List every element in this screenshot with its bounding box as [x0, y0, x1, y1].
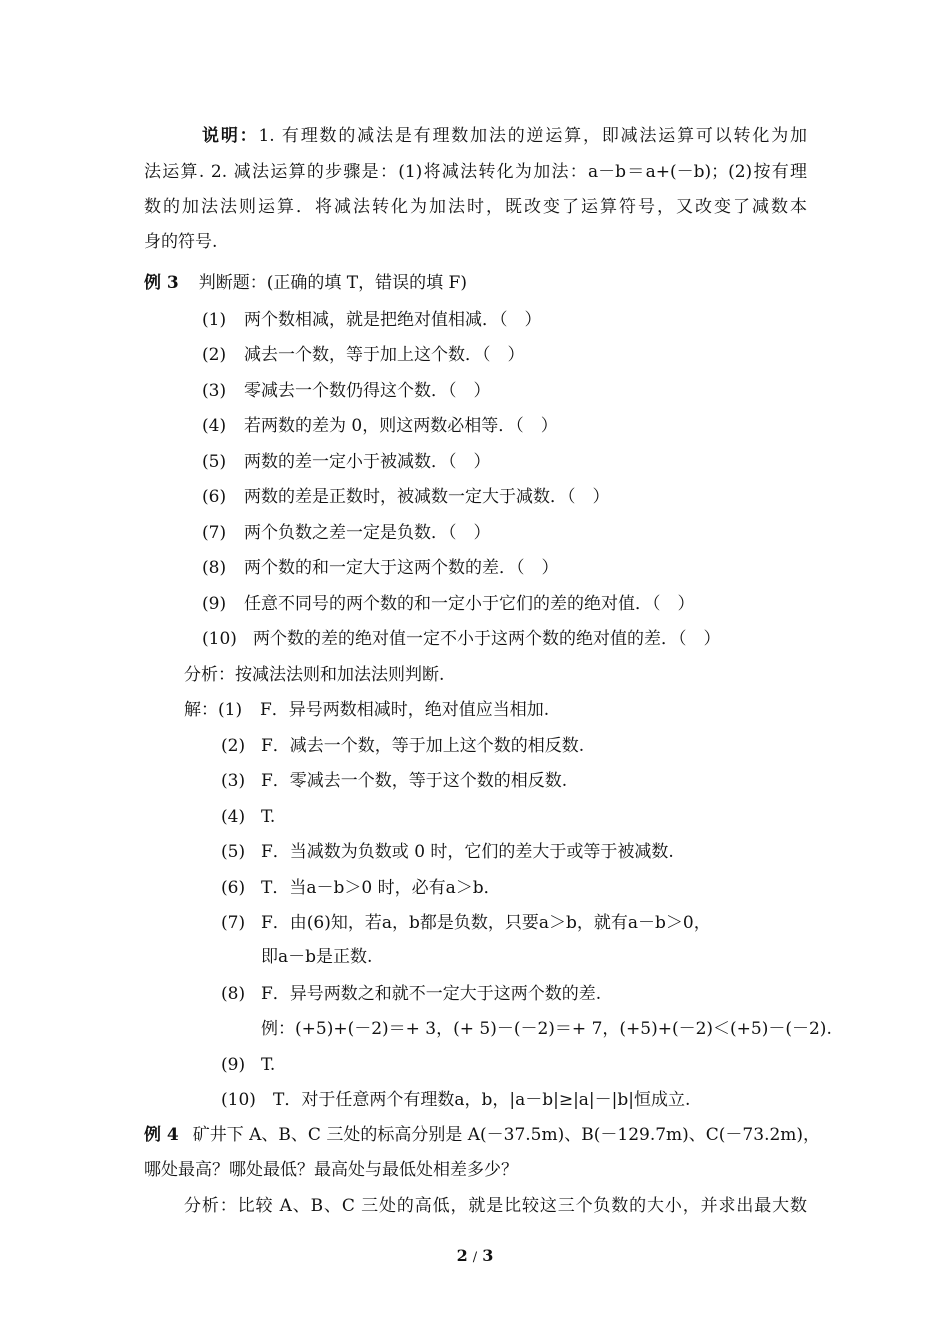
example3-heading — [144, 271, 467, 295]
question-text: 两数的差是正数时，被减数一定大于减数．（ ） — [244, 487, 610, 507]
answer-item — [221, 734, 584, 758]
question-text: 任意不同号的两个数的和一定小于它们的差的绝对值．（ ） — [244, 594, 695, 614]
question-text: 两数的差一定小于被减数．（ ） — [244, 452, 491, 472]
question-number: (6) — [202, 487, 227, 507]
answer-continuation: 即a－b是正数. — [261, 947, 373, 967]
page-number — [0, 1245, 950, 1269]
answer-number: (3) — [221, 771, 246, 791]
question-number: (2) — [202, 345, 227, 365]
page-separator: / — [472, 1250, 478, 1265]
answer-number: (9) — [221, 1055, 246, 1075]
question-item — [202, 379, 491, 403]
question-number: (7) — [202, 523, 227, 543]
answer-continuation: 例：(+5)+(－2)＝+ 3，(+ 5)－(－2)＝+ 7，(+5)+(－2)＜(+5)－(－2). — [261, 1019, 832, 1039]
question-item — [202, 627, 721, 651]
answer-text: T．当a－b＞0 时，必有a＞b． — [261, 878, 501, 898]
answer-item — [184, 698, 549, 722]
example3-prompt: 判断题：(正确的填 T，错误的填 F) — [198, 273, 467, 293]
question-text: 减去一个数，等于加上这个数．（ ） — [244, 345, 525, 365]
answer-item — [221, 840, 674, 864]
question-item — [202, 343, 525, 367]
note-line2: 法运算. 2. 减法运算的步骤是：(1)将减法转化为加法：a－b＝a+(－b)；(2)按有理 — [144, 162, 807, 182]
note-line3: 数的加法法则运算．将减法转化为加法时，既改变了运算符号，又改变了减数本 — [144, 197, 807, 217]
answer-text: F．减去一个数，等于加上这个数的相反数. — [261, 736, 585, 756]
answer-number: (5) — [221, 842, 246, 862]
example3-label: 例 3 — [144, 273, 179, 293]
question-text: 两个负数之差一定是负数．（ ） — [244, 523, 491, 543]
question-item — [202, 556, 559, 580]
example4-analysis: 分析：比较 A、B、C 三处的高低，就是比较这三个负数的大小，并求出最大数 — [184, 1196, 807, 1216]
question-text: 两个数的差的绝对值一定不小于这两个数的绝对值的差．（ ） — [253, 629, 721, 649]
answer-text: F．异号两数之和就不一定大于这两个数的差. — [261, 984, 602, 1004]
answer-item — [221, 769, 567, 793]
page-current: 2 — [456, 1246, 468, 1265]
example4-line2: 哪处最高？哪处最低？最高处与最低处相差多少？ — [144, 1160, 518, 1180]
question-number: (4) — [202, 416, 227, 436]
question-number: (9) — [202, 594, 227, 614]
question-text: 两个数的和一定大于这两个数的差．（ ） — [244, 558, 559, 578]
example4-heading — [144, 1123, 821, 1147]
answer-item — [221, 1053, 275, 1077]
answer-number: (6) — [221, 878, 246, 898]
answer-item — [221, 911, 711, 935]
note-line4: 身的符号. — [144, 232, 218, 252]
question-item — [202, 308, 542, 332]
question-text: 两个数相减，就是把绝对值相减．（ ） — [244, 310, 542, 330]
answer-item — [221, 1088, 690, 1112]
page-total: 3 — [482, 1246, 494, 1265]
question-number: (10) — [202, 629, 237, 649]
solution-label: 解： — [184, 700, 218, 720]
answer-text: F．当减数为负数或 0 时，它们的差大于或等于被减数. — [261, 842, 674, 862]
answer-number: (2) — [221, 736, 246, 756]
answer-text: F．异号两数相减时，绝对值应当相加. — [260, 700, 550, 720]
answer-text: T．对于任意两个有理数a，b，|a－b|≥|a|－|b|恒成立. — [273, 1090, 691, 1110]
answer-number: (10) — [221, 1090, 256, 1110]
question-item — [202, 521, 491, 545]
example4-label: 例 4 — [144, 1125, 179, 1145]
example3-analysis: 分析：按减法法则和加法法则判断. — [184, 665, 445, 685]
answer-item — [221, 805, 275, 829]
answer-text: T. — [261, 807, 276, 827]
answer-text: F．由(6)知，若a，b都是负数，只要a＞b，就有a－b＞0， — [261, 913, 711, 933]
answer-number: (1) — [218, 700, 243, 720]
answer-number: (8) — [221, 984, 246, 1004]
question-number: (8) — [202, 558, 227, 578]
question-number: (1) — [202, 310, 227, 330]
answer-item — [221, 876, 501, 900]
answer-text: T. — [261, 1055, 276, 1075]
example4-line1: 矿井下 A、B、C 三处的标高分别是 A(－37.5m)、B(－129.7m)、C(－73.2m)， — [192, 1125, 821, 1145]
answer-item — [221, 982, 601, 1006]
question-number: (5) — [202, 452, 227, 472]
answer-number: (4) — [221, 807, 246, 827]
answer-text: F．零减去一个数，等于这个数的相反数. — [261, 771, 568, 791]
note-line1: 1. 有理数的减法是有理数加法的逆运算，即减法运算可以转化为加 — [258, 126, 808, 146]
question-text: 若两数的差为 0，则这两数必相等．（ ） — [244, 416, 558, 436]
question-number: (3) — [202, 381, 227, 401]
note-label: 说明： — [202, 126, 259, 146]
question-item — [202, 592, 695, 616]
note-first-line — [202, 124, 807, 148]
question-item — [202, 450, 491, 474]
question-item — [202, 485, 610, 509]
answer-number: (7) — [221, 913, 246, 933]
question-item — [202, 414, 558, 438]
question-text: 零减去一个数仍得这个数．（ ） — [244, 381, 491, 401]
